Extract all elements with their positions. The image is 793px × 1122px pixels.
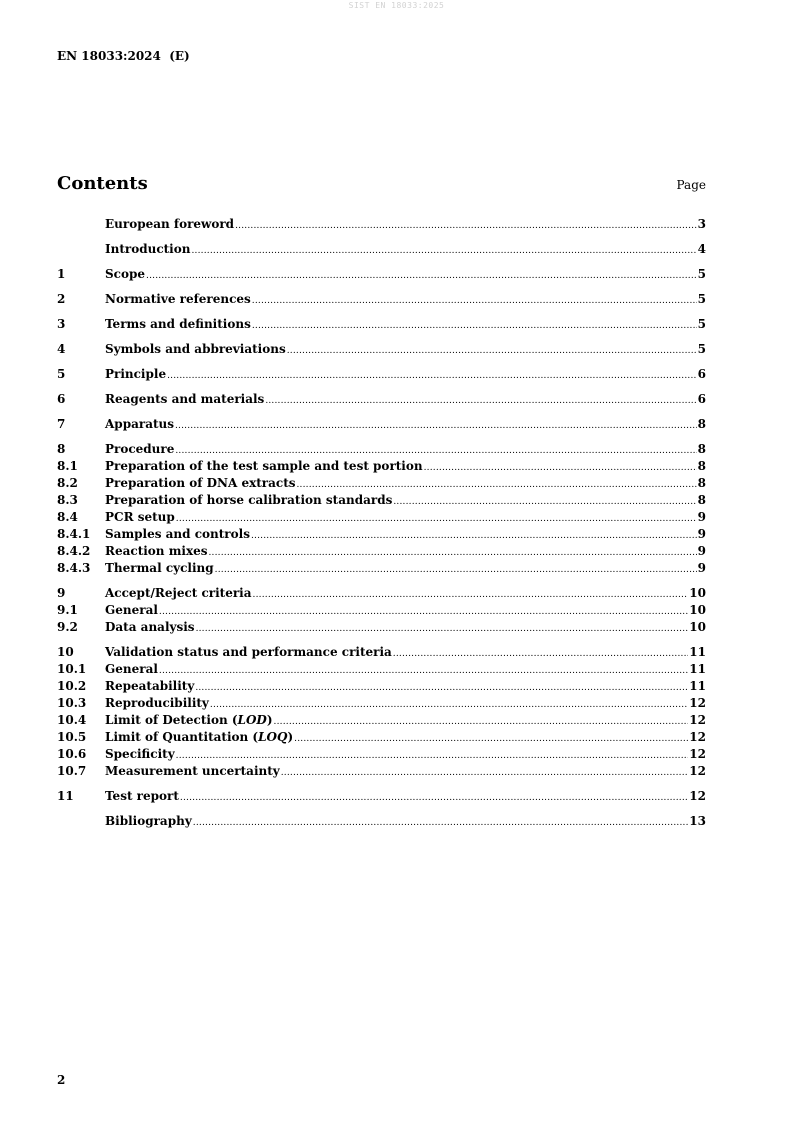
watermark: SIST EN 18033:2025	[348, 1, 445, 10]
toc-entry-page: 8	[697, 442, 706, 456]
toc-entry[interactable]	[57, 678, 706, 695]
toc-leader-dots	[176, 511, 697, 528]
toc-entry-title: Validation status and performance criteria	[105, 645, 392, 659]
toc-entry-number: 10.3	[57, 696, 87, 710]
toc-entry-page: 11	[689, 679, 706, 693]
toc-entry-page: 12	[689, 730, 706, 744]
toc-entry-number: 5	[57, 367, 66, 381]
toc-entry-page: 5	[697, 292, 706, 306]
toc-leader-dots	[252, 318, 697, 335]
toc-entry-number: 9.1	[57, 603, 78, 617]
toc-entry[interactable]	[57, 391, 706, 408]
toc-leader-dots	[253, 587, 689, 604]
toc-entry[interactable]	[57, 788, 706, 805]
toc-entry[interactable]	[57, 475, 706, 492]
toc-entry-page: 5	[697, 342, 706, 356]
toc-leader-dots	[235, 218, 697, 235]
toc-entry[interactable]	[57, 602, 706, 619]
toc-entry[interactable]	[57, 695, 706, 712]
toc-entry-title: Reproducibility	[105, 696, 209, 710]
toc-entry[interactable]	[57, 746, 706, 763]
contents-title: Contents	[57, 173, 148, 194]
toc-entry-page: 5	[697, 267, 706, 281]
toc-entry-number: 10	[57, 645, 74, 659]
toc-entry-page: 4	[697, 242, 706, 256]
toc-entry-title: Samples and controls	[105, 527, 250, 541]
table-of-contents	[57, 216, 706, 830]
toc-entry[interactable]	[57, 441, 706, 458]
toc-leader-dots	[167, 368, 697, 385]
toc-entry-page: 8	[697, 459, 706, 473]
toc-entry-number: 9.2	[57, 620, 78, 634]
toc-entry[interactable]	[57, 644, 706, 661]
toc-entry-number: 8.1	[57, 459, 78, 473]
toc-entry-title: Accept/Reject criteria	[105, 586, 252, 600]
toc-entry-title: Preparation of the test sample and test portion	[105, 459, 423, 473]
toc-entry-title: Scope	[105, 267, 146, 281]
toc-entry-number: 8.3	[57, 493, 78, 507]
toc-leader-dots	[287, 343, 697, 360]
toc-entry[interactable]	[57, 416, 706, 433]
toc-entry-title-part: Limit of Quantitation (	[105, 730, 259, 744]
toc-entry[interactable]	[57, 712, 706, 729]
toc-entry-page: 12	[689, 764, 706, 778]
toc-leader-dots	[294, 731, 688, 748]
toc-leader-dots	[215, 562, 697, 579]
toc-entry-title: Reaction mixes	[105, 544, 208, 558]
toc-entry-page: 9	[697, 527, 706, 541]
toc-entry-title: Thermal cycling	[105, 561, 214, 575]
toc-entry-title-part: Limit of Detection (	[105, 713, 238, 727]
toc-entry-page: 8	[697, 493, 706, 507]
toc-entry-page: 12	[689, 789, 706, 803]
toc-entry-number: 2	[57, 292, 66, 306]
toc-entry[interactable]	[57, 661, 706, 678]
toc-entry-page: 9	[697, 544, 706, 558]
toc-entry-number: 8.4	[57, 510, 78, 524]
toc-entry-page: 11	[689, 662, 706, 676]
toc-leader-dots	[274, 714, 689, 731]
toc-entry-number: 8.4.2	[57, 544, 91, 558]
toc-entry[interactable]	[57, 341, 706, 358]
toc-entry[interactable]	[57, 526, 706, 543]
toc-entry[interactable]	[57, 492, 706, 509]
toc-entry-page: 8	[697, 476, 706, 490]
toc-leader-dots	[251, 528, 697, 545]
toc-entry[interactable]	[57, 585, 706, 602]
toc-entry-page: 10	[689, 603, 706, 617]
toc-entry-page: 12	[689, 696, 706, 710]
toc-leader-dots	[393, 494, 696, 511]
toc-entry[interactable]	[57, 266, 706, 283]
toc-entry-title	[105, 729, 293, 746]
toc-entry-title: Procedure	[105, 442, 175, 456]
toc-entry-title: Preparation of horse calibration standards	[105, 493, 393, 507]
toc-entry-title: European foreword	[105, 217, 235, 231]
page-column-label: Page	[676, 178, 706, 192]
contents-header	[57, 173, 706, 194]
toc-entry-title: Reagents and materials	[105, 392, 265, 406]
toc-entry-title: Measurement uncertainty	[105, 764, 280, 778]
toc-entry-number: 8	[57, 442, 66, 456]
toc-entry-title: Bibliography	[105, 814, 192, 828]
toc-entry-page: 6	[697, 367, 706, 381]
toc-entry-title-abbreviation: LOQ	[258, 730, 288, 744]
toc-entry-number: 6	[57, 392, 66, 406]
toc-entry-page: 11	[689, 645, 706, 659]
toc-leader-dots	[195, 680, 688, 697]
toc-entry-title: Apparatus	[105, 417, 174, 431]
toc-entry[interactable]	[57, 291, 706, 308]
toc-entry[interactable]	[57, 619, 706, 636]
toc-entry-page: 12	[689, 747, 706, 761]
toc-leader-dots	[196, 621, 689, 638]
toc-entry-title: Preparation of DNA extracts	[105, 476, 296, 490]
toc-entry-number: 7	[57, 417, 66, 431]
toc-entry[interactable]	[57, 366, 706, 383]
toc-entry-number: 4	[57, 342, 66, 356]
toc-entry-number: 10.6	[57, 747, 87, 761]
toc-entry-title: PCR setup	[105, 510, 175, 524]
toc-entry-page: 10	[689, 620, 706, 634]
toc-leader-dots	[175, 418, 697, 435]
document-id: EN 18033:2024 (E)	[57, 49, 190, 63]
toc-entry-page: 10	[689, 586, 706, 600]
toc-entry-title: Terms and definitions	[105, 317, 251, 331]
toc-entry-title: General	[105, 662, 158, 676]
toc-leader-dots	[424, 460, 697, 477]
toc-entry[interactable]	[57, 216, 706, 233]
toc-entry-page: 3	[697, 217, 706, 231]
toc-entry[interactable]	[57, 316, 706, 333]
toc-entry-title: Introduction	[105, 242, 191, 256]
toc-entry-title-abbreviation: LOD	[237, 713, 267, 727]
toc-leader-dots	[146, 268, 697, 285]
toc-leader-dots	[281, 765, 689, 782]
toc-leader-dots	[265, 393, 696, 410]
toc-entry-page: 5	[697, 317, 706, 331]
toc-leader-dots	[159, 663, 688, 680]
toc-entry-page: 13	[689, 814, 706, 828]
toc-entry[interactable]	[57, 509, 706, 526]
toc-entry-title: Normative references	[105, 292, 251, 306]
toc-leader-dots	[209, 545, 697, 562]
toc-entry[interactable]	[57, 458, 706, 475]
toc-leader-dots	[210, 697, 688, 714]
toc-entry[interactable]	[57, 729, 706, 746]
toc-entry-page: 8	[697, 417, 706, 431]
toc-entry-number: 11	[57, 789, 74, 803]
toc-entry-title: Principle	[105, 367, 167, 381]
toc-leader-dots	[193, 815, 689, 832]
toc-entry-page: 9	[697, 561, 706, 575]
footer-page-number: 2	[57, 1073, 66, 1087]
toc-entry-number: 10.7	[57, 764, 87, 778]
toc-entry-number: 9	[57, 586, 66, 600]
toc-entry-number: 8.4.1	[57, 527, 91, 541]
toc-entry-number: 1	[57, 267, 66, 281]
toc-leader-dots	[393, 646, 689, 663]
toc-entry[interactable]	[57, 763, 706, 780]
toc-entry-number: 10.5	[57, 730, 87, 744]
toc-entry-title: Symbols and abbreviations	[105, 342, 286, 356]
toc-entry-title: General	[105, 603, 158, 617]
toc-leader-dots	[191, 243, 696, 260]
toc-entry-title: Data analysis	[105, 620, 195, 634]
toc-entry-title-part: )	[266, 713, 273, 727]
toc-entry-number: 10.4	[57, 713, 87, 727]
toc-entry-number: 8.4.3	[57, 561, 91, 575]
toc-entry-title	[105, 712, 273, 729]
toc-entry-title-part: )	[287, 730, 294, 744]
toc-entry[interactable]	[57, 241, 706, 258]
toc-entry[interactable]	[57, 543, 706, 560]
toc-entry-number: 3	[57, 317, 66, 331]
toc-entry[interactable]	[57, 813, 706, 830]
toc-entry[interactable]	[57, 560, 706, 577]
toc-entry-page: 9	[697, 510, 706, 524]
toc-entry-number: 8.2	[57, 476, 78, 490]
toc-entry-title: Specificity	[105, 747, 175, 761]
toc-leader-dots	[252, 293, 697, 310]
toc-entry-title: Test report	[105, 789, 179, 803]
toc-entry-page: 12	[689, 713, 706, 727]
toc-entry-page: 6	[697, 392, 706, 406]
toc-entry-number: 10.2	[57, 679, 87, 693]
toc-leader-dots	[180, 790, 688, 807]
toc-entry-number: 10.1	[57, 662, 87, 676]
toc-leader-dots	[159, 604, 688, 621]
toc-entry-title: Repeatability	[105, 679, 195, 693]
